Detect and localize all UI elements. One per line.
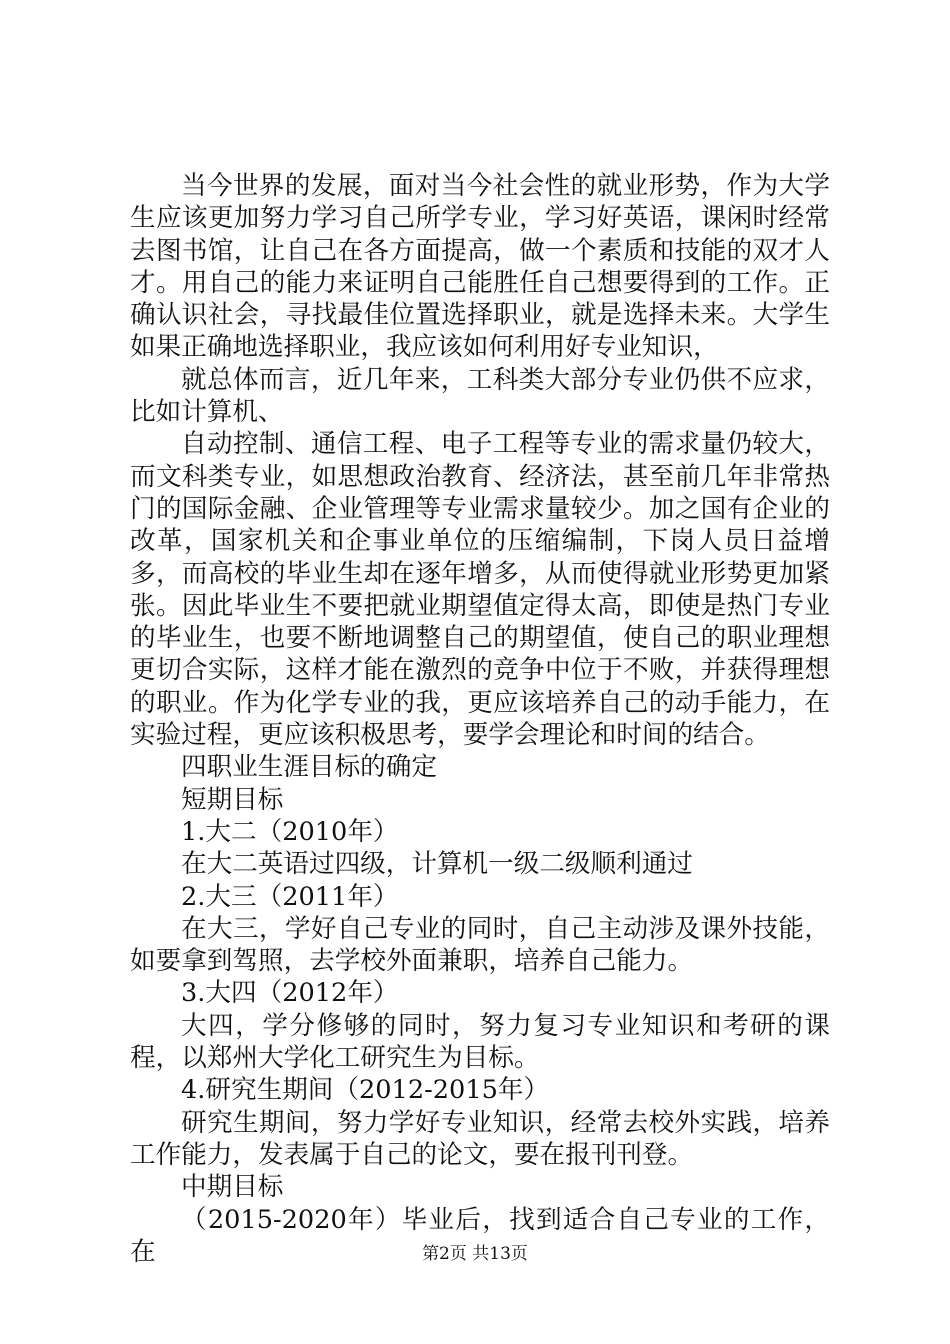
paragraph-junior-goal: 在大三，学好自己专业的同时，自己主动涉及课外技能，如要拿到驾照，去学校外面兼职，培养自己能力。 xyxy=(130,913,830,977)
list-item-sophomore: 1.大二（2010年） xyxy=(181,816,399,847)
paragraph-senior-goal: 大四，学分修够的同时，努力复习专业知识和考研的课程，以郑州大学化工研究生为目标。 xyxy=(130,1010,830,1074)
paragraph-engineering-demand: 就总体而言，近几年来，工科类大部分专业仍供不应求，比如计算机、 xyxy=(130,364,830,428)
list-item-junior: 2.大三（2011年） xyxy=(181,881,399,912)
paragraph-sophomore-goal: 在大二英语过四级，计算机一级二级顺利通过 xyxy=(181,849,693,880)
list-item-senior: 3.大四（2012年） xyxy=(181,978,399,1009)
paragraph-major-demand: 自动控制、通信工程、电子工程等专业的需求量仍较大，而文科类专业，如思想政治教育、经济法，甚至前几年非常热门的国际金融、企业管理等专业需求量较少。加之国有企业的改革，国家机关和企事业单位的压缩编制，下岗人员日益增多，而高校的毕业生却在逐年增多，从而使得就业形势更加紧张。因此毕业生不要把就业期望值定得太高，即使是热门专业的毕业生，也要不断地调整自己的期望值，使自己的职业理想更切合实际，这样才能在激烈的竞争中位于不败，并获得理想的职业。作为化学专业的我，更应该培养自己的动手能力，在实验过程，更应该积极思考，要学会理论和时间的结合。 xyxy=(130,429,830,751)
page-footer: 第2页 共13页 xyxy=(422,1244,528,1264)
paragraph-employment-situation: 当今世界的发展，面对当今社会性的就业形势，作为大学生应该更加努力学习自己所学专业，学习好英语，课闲时经常去图书馆，让自己在各方面提高，做一个素质和技能的双才人才。用自己的能力来证明自己能胜任自己想要得到的工作。正确认识社会，寻找最佳位置选择职业，就是选择未来。大学生如果正确地选择职业，我应该如何利用好专业知识， xyxy=(130,171,830,363)
list-item-graduate: 4.研究生期间（2012-2015年） xyxy=(181,1075,550,1106)
document-body xyxy=(130,170,830,1268)
subheading-short-term-goals: 短期目标 xyxy=(181,784,284,815)
subheading-mid-term-goals: 中期目标 xyxy=(181,1172,284,1203)
paragraph-graduate-goal: 研究生期间，努力学好专业知识，经常去校外实践，培养工作能力，发表属于自己的论文，要在报刊刊登。 xyxy=(130,1107,830,1170)
paragraph-mid-term-goal: （2015-2020年）毕业后，找到适合自己专业的工作，在 xyxy=(130,1204,830,1267)
section-heading-career-goals: 四职业生涯目标的确定 xyxy=(181,752,437,783)
